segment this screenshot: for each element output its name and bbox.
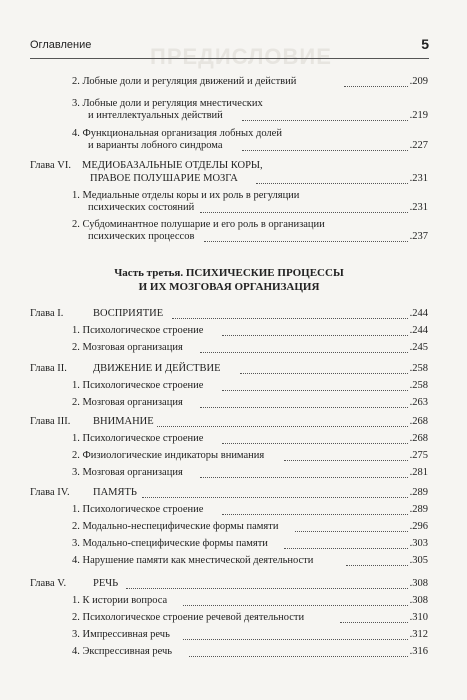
chapter-title: РЕЧЬ — [93, 578, 119, 589]
chapter-label: Глава II. — [30, 363, 67, 374]
leader-dots — [157, 425, 410, 427]
toc-entry-number: 1. — [72, 190, 80, 201]
toc-entry-number: 2. — [72, 521, 80, 532]
toc-entry-page: .289 — [409, 504, 428, 515]
toc-entry-number: 1. — [72, 433, 80, 444]
leader-dots — [172, 317, 410, 319]
toc-entry-page: .310 — [409, 612, 428, 623]
chapter-title: МЕДИОБАЗАЛЬНЫЕ ОТДЕЛЫ КОРЫ, — [82, 160, 263, 171]
toc-entry-page: .231 — [409, 173, 428, 184]
chapter-title: ВОСПРИЯТИЕ — [93, 308, 164, 319]
toc-entry-number: 3. — [72, 629, 80, 640]
leader-dots — [183, 638, 410, 640]
toc-entry-text: психических процессов — [88, 231, 195, 242]
chapter-label: Глава III. — [30, 416, 71, 427]
leader-dots — [126, 587, 410, 589]
toc-entry-number: 4. — [72, 555, 80, 566]
leader-dots — [189, 655, 410, 657]
toc-entry-text: Импрессивная речь — [82, 629, 170, 640]
toc-entry-page: .312 — [409, 629, 428, 640]
toc-entry-number: 3. — [72, 98, 80, 109]
toc-entry-page: .316 — [409, 646, 428, 657]
chapter-label: Глава VI. — [30, 160, 71, 171]
header-section-title: Оглавление — [30, 39, 92, 51]
toc-entry-page: .244 — [409, 325, 428, 336]
toc-entry-text: Физиологические индикаторы внимания — [82, 450, 265, 461]
toc-entry-text: Мозговая организация — [82, 397, 183, 408]
toc-entry-page: .219 — [409, 110, 428, 121]
toc-entry-page: .308 — [409, 578, 428, 589]
leader-dots — [344, 85, 410, 87]
toc-entry-page: .289 — [409, 487, 428, 498]
chapter-title: ВНИМАНИЕ — [93, 416, 154, 427]
toc-entry-number: 2. — [72, 76, 80, 87]
toc-entry-number: 1. — [72, 380, 80, 391]
leader-dots — [183, 604, 410, 606]
leader-dots — [242, 119, 410, 121]
toc-entry-text: Психологическое строение речевой деятельности — [82, 612, 305, 623]
leader-dots — [256, 182, 410, 184]
toc-entry-text: Экспрессивная речь — [82, 646, 173, 657]
leader-dots — [340, 621, 410, 623]
chapter-label: Глава V. — [30, 578, 67, 589]
toc-entry-page: .245 — [409, 342, 428, 353]
toc-entry-text: Психологическое строение — [82, 325, 204, 336]
toc-entry-text: Мозговая организация — [82, 467, 183, 478]
bleed-through-title: ПРЕДИСЛОВИЕ — [150, 44, 332, 69]
leader-dots — [222, 513, 410, 515]
toc-entry-text: Модально-неспецифические формы памяти — [82, 521, 279, 532]
leader-dots — [284, 459, 410, 461]
leader-dots — [222, 334, 410, 336]
running-header — [30, 36, 429, 59]
chapter-title: ДВИЖЕНИЕ И ДЕЙСТВИЕ — [93, 363, 221, 374]
part-heading-line2: И ИХ МОЗГОВАЯ ОРГАНИЗАЦИЯ — [138, 281, 320, 293]
toc-entry-text: Субдоминантное полушарие и его роль в организации — [82, 219, 325, 230]
leader-dots — [142, 496, 410, 498]
toc-entry-page: .296 — [409, 521, 428, 532]
toc-entry-number: 3. — [72, 467, 80, 478]
toc-entry-text: Психологическое строение — [82, 504, 204, 515]
leader-dots — [200, 211, 410, 213]
toc-entry-page: .281 — [409, 467, 428, 478]
toc-entry-number: 2. — [72, 397, 80, 408]
header-page-number: 5 — [421, 36, 429, 52]
toc-entry-text: Мозговая организация — [82, 342, 183, 353]
toc-entry-number: 1. — [72, 595, 80, 606]
toc-entry-page: .275 — [409, 450, 428, 461]
toc-entry-number: 4. — [72, 646, 80, 657]
toc-entry-page: .244 — [409, 308, 428, 319]
toc-entry-text: Психологическое строение — [82, 433, 204, 444]
leader-dots — [200, 351, 410, 353]
chapter-title: ПРАВОЕ ПОЛУШАРИЕ МОЗГА — [90, 173, 238, 184]
leader-dots — [242, 149, 410, 151]
toc-entry-text: Лобные доли и регуляция движений и действий — [82, 76, 297, 87]
leader-dots — [295, 530, 410, 532]
toc-entry-page: .258 — [409, 380, 428, 391]
chapter-title: ПАМЯТЬ — [93, 487, 137, 498]
toc-entry-text: Функциональная организация лобных долей — [82, 128, 282, 139]
toc-entry-number: 2. — [72, 450, 80, 461]
chapter-label: Глава IV. — [30, 487, 70, 498]
leader-dots — [204, 240, 410, 242]
toc-entry-text: Нарушение памяти как мнестической деятельности — [82, 555, 314, 566]
leader-dots — [284, 547, 410, 549]
toc-entry-text: и интеллектуальных действий — [88, 110, 223, 121]
toc-entry-text: Психологическое строение — [82, 380, 204, 391]
toc-entry-page: .227 — [409, 140, 428, 151]
toc-entry-text: К истории вопроса — [82, 595, 168, 606]
toc-entry-number: 2. — [72, 612, 80, 623]
toc-entry-page: .263 — [409, 397, 428, 408]
toc-entry-page: .305 — [409, 555, 428, 566]
toc-entry-text: Медиальные отделы коры и их роль в регуляции — [82, 190, 300, 201]
toc-entry-page: .231 — [409, 202, 428, 213]
toc-entry-text: и варианты лобного синдрома — [88, 140, 223, 151]
toc-entry-number: 1. — [72, 325, 80, 336]
toc-entry-text: Лобные доли и регуляция мнестических — [82, 98, 263, 109]
leader-dots — [200, 476, 410, 478]
toc-entry-text: Модально-специфические формы памяти — [82, 538, 268, 549]
toc-entry-page: .268 — [409, 416, 428, 427]
toc-entry-number: 4. — [72, 128, 80, 139]
toc-entry-page: .308 — [409, 595, 428, 606]
toc-entry-page: .258 — [409, 363, 428, 374]
toc-entry-page: .303 — [409, 538, 428, 549]
toc-entry-text: психических состояний — [88, 202, 195, 213]
leader-dots — [200, 406, 410, 408]
leader-dots — [222, 442, 410, 444]
toc-entry-number: 2. — [72, 342, 80, 353]
toc-entry-number: 2. — [72, 219, 80, 230]
toc-entry-number: 3. — [72, 538, 80, 549]
toc-entry-number: 1. — [72, 504, 80, 515]
leader-dots — [240, 372, 410, 374]
leader-dots — [346, 564, 410, 566]
part-heading: Часть третья. ПСИХИЧЕСКИЕ ПРОЦЕССЫ — [114, 267, 344, 279]
toc-entry-page: .237 — [409, 231, 428, 242]
chapter-label: Глава I. — [30, 308, 64, 319]
toc-entry-page: .209 — [409, 76, 428, 87]
toc-entry-page: .268 — [409, 433, 428, 444]
leader-dots — [222, 389, 410, 391]
